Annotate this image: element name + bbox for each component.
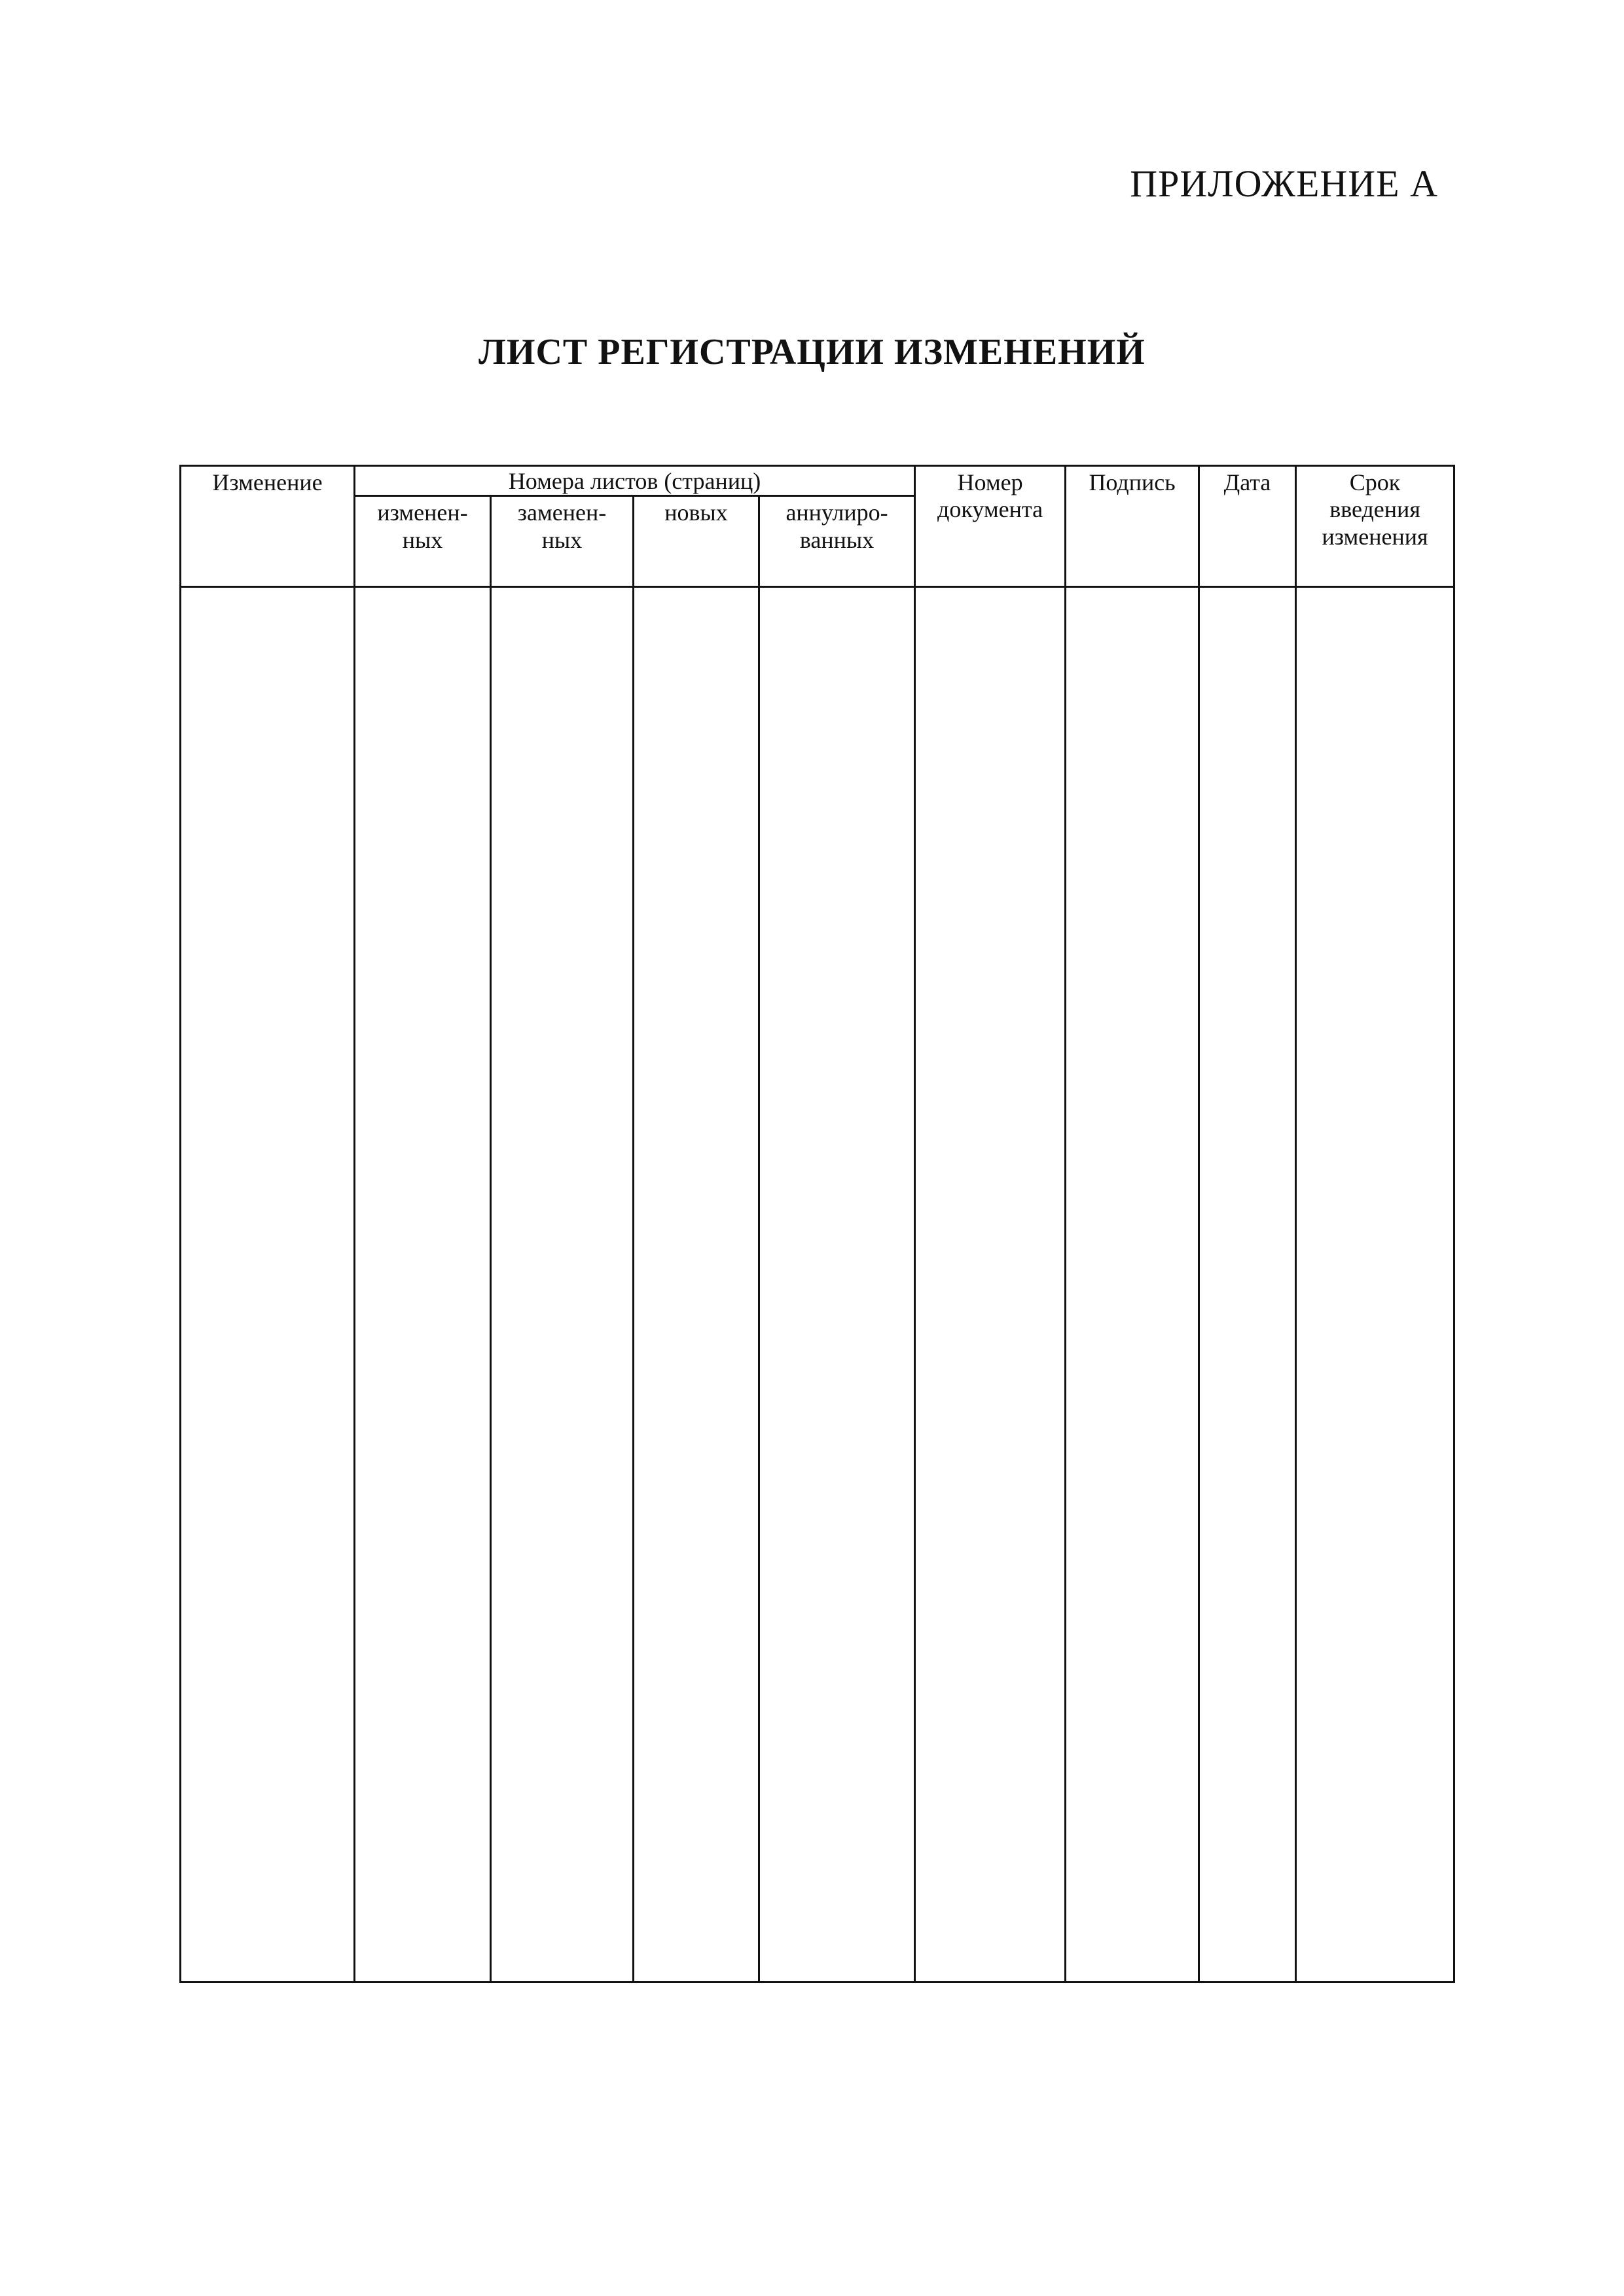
header-document-number: Номер документа	[915, 466, 1066, 587]
cell-date[interactable]	[1199, 587, 1296, 1982]
header-sub-changed: изменен- ных	[355, 496, 491, 587]
page-title: ЛИСТ РЕГИСТРАЦИИ ИЗМЕНЕНИЙ	[478, 332, 1146, 372]
cell-change[interactable]	[181, 587, 355, 1982]
cell-annulled[interactable]	[759, 587, 915, 1982]
table-row-empty	[181, 587, 1454, 1982]
header-sheet-numbers: Номера листов (страниц)	[355, 466, 915, 496]
cell-changed[interactable]	[355, 587, 491, 1982]
header-sub-replaced: заменен- ных	[491, 496, 634, 587]
header-signature: Подпись	[1066, 466, 1199, 587]
header-sub-annulled: аннулиро- ванных	[759, 496, 915, 587]
cell-new[interactable]	[634, 587, 759, 1982]
cell-replaced[interactable]	[491, 587, 634, 1982]
header-deadline: Срок введения изменения	[1296, 466, 1454, 587]
header-change: Изменение	[181, 466, 355, 587]
change-registration-table	[179, 465, 1455, 1983]
header-sub-new: новых	[634, 496, 759, 587]
cell-signature[interactable]	[1066, 587, 1199, 1982]
header-date: Дата	[1199, 466, 1296, 587]
cell-document-number[interactable]	[915, 587, 1066, 1982]
appendix-label: ПРИЛОЖЕНИЕ А	[1130, 162, 1438, 205]
cell-deadline[interactable]	[1296, 587, 1454, 1982]
header-row-top	[181, 466, 1454, 496]
